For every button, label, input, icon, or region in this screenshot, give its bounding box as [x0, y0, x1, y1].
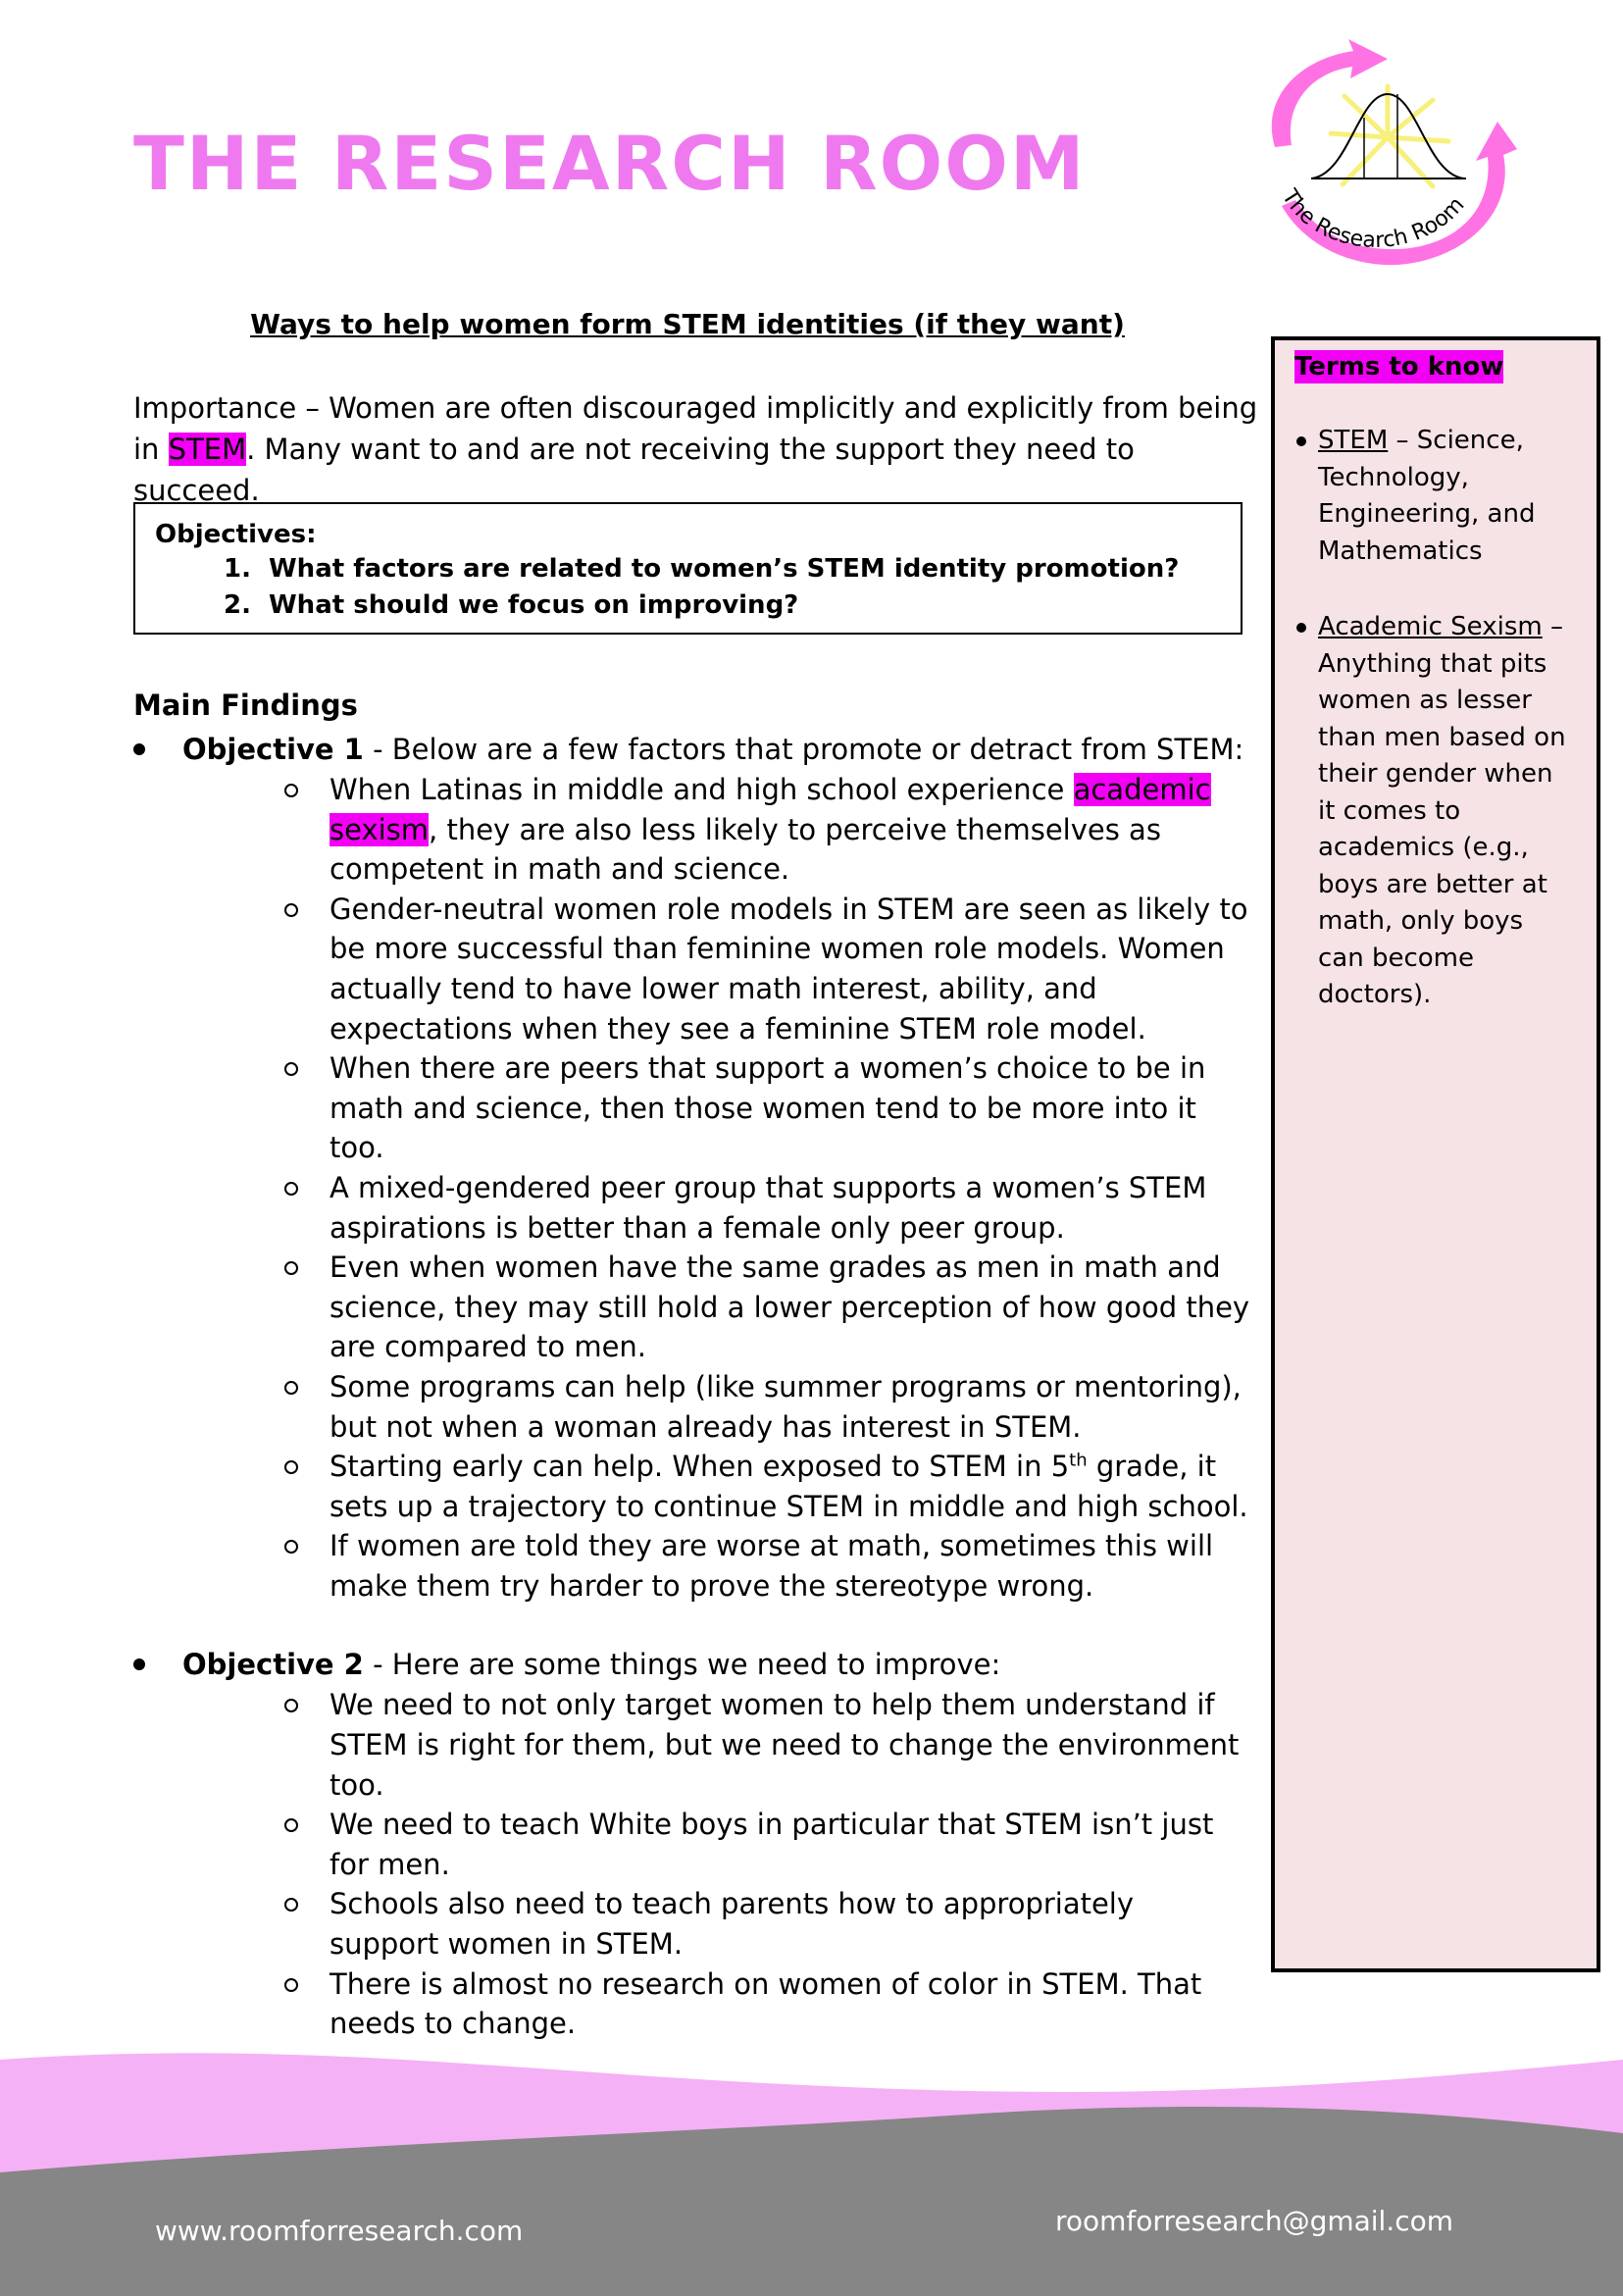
list-item: Schools also need to teach parents how to appropriately support women in STEM.: [133, 1884, 1251, 1964]
bullet-icon: [1296, 436, 1306, 446]
footer: [0, 2040, 1623, 2296]
terms-title: Terms to know: [1294, 352, 1504, 382]
circle-bullet-icon: [284, 1460, 298, 1474]
objective-1-line: Objective 1 - Below are a few factors that promote or detract from STEM:: [133, 730, 1251, 770]
logo-text: The Research Room: [1276, 185, 1470, 254]
term-item: STEM – Science, Technology, Engineering, and Mathematics: [1294, 423, 1577, 570]
circle-bullet-icon: [284, 1699, 298, 1712]
circle-bullet-icon: [284, 784, 298, 797]
circle-bullet-icon: [284, 1978, 298, 1992]
term-name: STEM: [1318, 426, 1389, 455]
bullet-icon: [1296, 623, 1306, 633]
brand-title: THE RESEARCH ROOM: [133, 120, 1087, 207]
terms-sidebar: [1271, 336, 1600, 1972]
importance-paragraph: Importance – Women are often discouraged implicitly and explicitly from being in STEM. Many want to and are not receiving the support they need to succeed.: [133, 391, 1258, 507]
objectives-list: [224, 551, 1221, 624]
list-item: A mixed-gendered peer group that supports a women’s STEM aspirations is better than a female only peer group.: [133, 1168, 1251, 1248]
circle-bullet-icon: [284, 1898, 298, 1912]
circle-bullet-icon: [284, 1540, 298, 1554]
objective-item: 2. What should we focus on improving?: [224, 590, 799, 620]
list-item: Starting early can help. When exposed to STEM in 5th grade, it sets up a trajectory to continue STEM in middle and high school.: [133, 1447, 1251, 1526]
list-item: When there are peers that support a women’s choice to be in math and science, then those women tend to be more into it too.: [133, 1048, 1251, 1168]
research-room-logo: [1241, 39, 1554, 284]
term-name: Academic Sexism: [1318, 612, 1543, 641]
highlighted-term: STEM: [168, 433, 247, 466]
list-item: Even when women have the same grades as men in math and science, they may still hold a lower perception of how good they are compared to men.: [133, 1248, 1251, 1367]
arrow-top-icon: [1272, 39, 1388, 147]
list-item: When Latinas in middle and high school experience academic sexism, they are also less likely to perceive themselves as competent in math and science.: [133, 770, 1251, 890]
footer-wave: [0, 2040, 1623, 2296]
circle-bullet-icon: [284, 903, 298, 917]
objective-2-list: [133, 1685, 1251, 2043]
main-findings-title: Main Findings: [133, 689, 358, 722]
objective-item: 1. What factors are related to women’s STEM identity promotion?: [224, 554, 1180, 584]
list-item: Gender-neutral women role models in STEM are seen as likely to be more successful than feminine women role models. Women actually tend to have lower math interest, ability, and expectations when they see a feminine STEM role model.: [133, 890, 1251, 1048]
circle-bullet-icon: [284, 1818, 298, 1832]
list-item: If women are told they are worse at math, sometimes this will make them try harder to prove the stereotype wrong.: [133, 1526, 1251, 1606]
list-item: We need to teach White boys in particular that STEM isn’t just for men.: [133, 1805, 1251, 1884]
objective-2-section: [133, 1645, 1251, 2043]
objective-2-line: Objective 2 - Here are some things we need to improve:: [133, 1645, 1251, 1685]
term-item: Academic Sexism – Anything that pits women as lesser than men based on their gender when it comes to academics (e.g., boys are better at math, only boys can become doctors).: [1294, 609, 1577, 1014]
bullet-icon: [133, 743, 145, 755]
list-item: There is almost no research on women of color in STEM. That needs to change.: [133, 1964, 1251, 2044]
objective-1-list: [133, 770, 1251, 1606]
circle-bullet-icon: [284, 1261, 298, 1275]
main-findings: [133, 730, 1251, 2083]
website-link[interactable]: www.roomforresearch.com: [155, 2215, 524, 2247]
objectives-title: Objectives:: [155, 520, 317, 549]
circle-bullet-icon: [284, 1182, 298, 1196]
sun-rays-icon: [1331, 86, 1448, 186]
objectives-box: [133, 502, 1243, 635]
list-item: We need to not only target women to help them understand if STEM is right for them, but we need to change the environment too.: [133, 1685, 1251, 1805]
list-item: Some programs can help (like summer programs or mentoring), but not when a woman already has interest in STEM.: [133, 1367, 1251, 1447]
bullet-icon: [133, 1658, 145, 1670]
circle-bullet-icon: [284, 1062, 298, 1076]
highlighted-term: academic sexism: [330, 773, 1211, 846]
email-link[interactable]: roomforresearch@gmail.com: [1055, 2205, 1454, 2237]
objective-1-section: [133, 730, 1251, 1606]
document-heading: Ways to help women form STEM identities (if they want): [250, 308, 1125, 340]
circle-bullet-icon: [284, 1381, 298, 1395]
